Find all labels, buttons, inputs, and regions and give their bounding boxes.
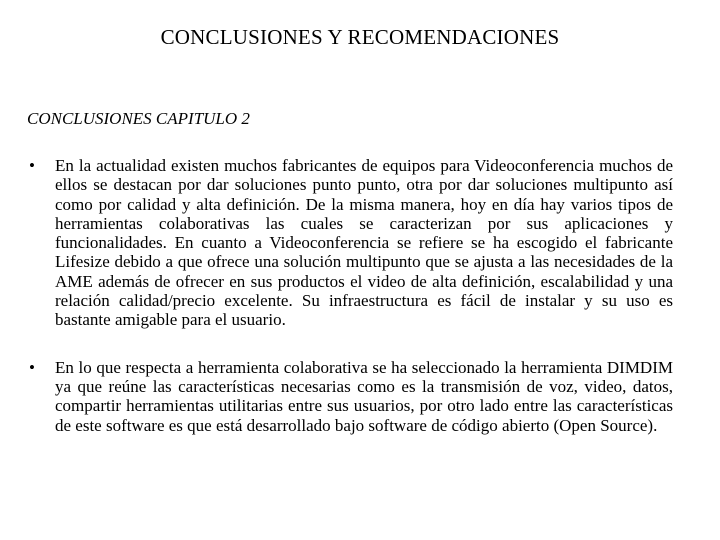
list-item — [27, 156, 673, 330]
page-title: CONCLUSIONES Y RECOMENDACIONES — [160, 25, 560, 49]
bullet-text: En lo que respecta a herramienta colaborativa se ha seleccionado la herramienta DIMDIM ya que reúne las características necesarias como es la transmisión de voz, video, datos, compartir herramientas utilitarias entre sus usuarios, por otro lado entre las características de este software es que está desarrollado bajo software de código abierto (Open Source). — [55, 357, 673, 435]
bullet-list — [27, 156, 673, 435]
bullet-icon: • — [29, 357, 35, 377]
bullet-icon: • — [29, 156, 35, 175]
bullet-text: En la actualidad existen muchos fabricantes de equipos para Videoconferencia muchos de ellos se destacan por dar soluciones punto punto, otra por dar soluciones multipunto así como por calidad y alta definición. De la misma manera, hoy en día hay varios tipos de herramientas colaborativas las cuales se caracterizan por sus aplicaciones y funcionalidades. En cuanto a Videoconferencia se refiere se ha escogido el fabricante Lifesize debido a que ofrece una solución multipunto que se ajusta a las necesidades de la AME además de ofrecer en sus productos el video de alta definición, escalabilidad y una relación calidad/precio excelente. Su infraestructura es fácil de instalar y su uso es bastante amigable para el usuario. — [55, 156, 673, 330]
section-title: CONCLUSIONES CAPITULO 2 — [27, 109, 250, 128]
list-item — [27, 358, 673, 435]
